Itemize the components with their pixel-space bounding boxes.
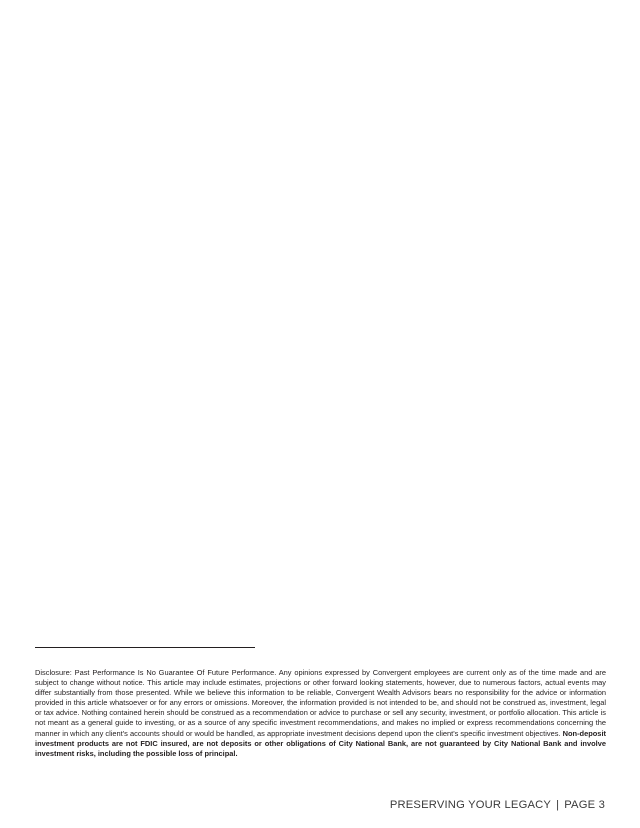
disclosure-text bbox=[35, 668, 606, 759]
page-footer bbox=[390, 799, 605, 811]
footer-section-title: PRESERVING YOUR LEGACY bbox=[389, 799, 552, 811]
page-number: PAGE 3 bbox=[564, 799, 605, 811]
disclosure-bold-statement: Non-deposit investment products are not FDIC insured, are not deposits or other obligations of City National Bank, are not guaranteed by City National Bank and involve investment risks, including the possible loss of principal. bbox=[35, 728, 606, 758]
footnote-divider bbox=[35, 647, 255, 648]
disclosure-body: Disclosure: Past Performance Is No Guarantee Of Future Performance. Any opinions expressed by Convergent employees are current only as of the time made and are subject to change without notice. This article may include estimates, projections or other forward looking statements, however, due to numerous factors, actual events may differ substantially from those presented. While we believe this information to be reliable, Convergent Wealth Advisors bears no responsibility for the advice or information provided in this article whatsoever or for any errors or omissions. Moreover, the information provided is not intended to be, and should not be construed as, investment, legal or tax advice. Nothing contained herein should be construed as a recommendation or advice to purchase or sell any security, investment, or portfolio allocation. This article is not meant as a general guide to investing, or as a source of any specific investment recommendations, and makes no implied or express recommendations concerning the manner in which any client's accounts should or would be handled, as appropriate investment decisions depend upon the client's specific investment objectives. bbox=[35, 668, 606, 738]
footer-separator: | bbox=[556, 799, 560, 811]
